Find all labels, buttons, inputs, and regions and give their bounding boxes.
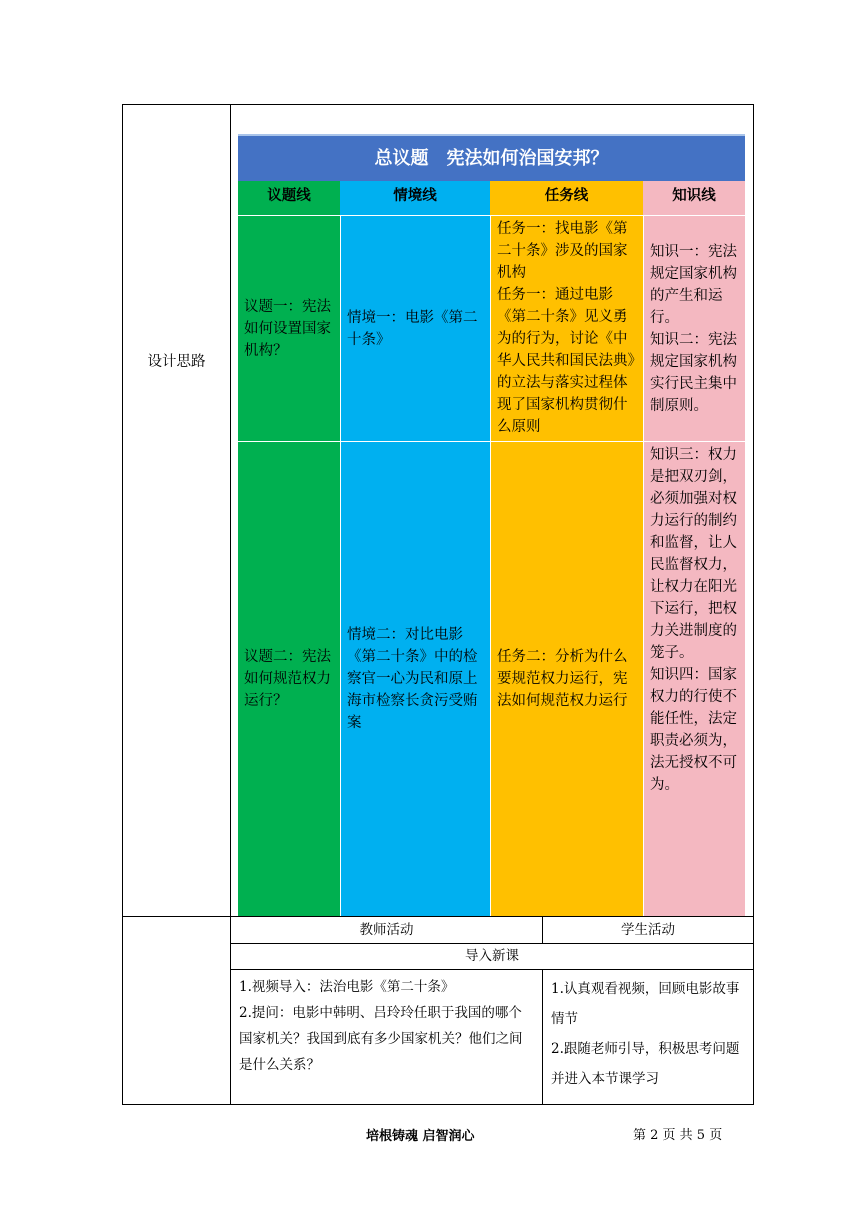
row2-topic <box>238 441 340 916</box>
row1-knowledge <box>643 215 745 441</box>
student-activity-header <box>542 916 754 944</box>
column-header-topic: 议题线 <box>238 181 340 215</box>
design-label: 设计思路 <box>147 354 206 370</box>
section-heading-text: 导入新课 <box>465 948 519 964</box>
table-border-left <box>122 104 123 1105</box>
overall-topic-title <box>238 134 745 181</box>
row2-context-text: 情境二：对比电影《第二十条》中的检察官一心为民和原上海市检察长贪污受贿案 <box>347 627 478 731</box>
student-activity-content: 1.认真观看视频，回顾电影故事情节 2.跟随老师引导，积极思考问题并进入本节课学习 <box>542 969 754 1105</box>
teacher-activity-header-text: 教师活动 <box>359 922 414 938</box>
column-header-knowledge: 知识线 <box>643 181 745 215</box>
row2-task-text: 任务二：分析为什么要规范权力运行，宪法如何规范权力运行 <box>497 649 628 709</box>
table-border-top <box>122 104 754 105</box>
row2-topic-text: 议题二：宪法如何规范权力运行？ <box>244 649 331 709</box>
row1-topic-text: 议题一：宪法如何设置国家机构？ <box>244 298 331 359</box>
design-chart <box>238 134 745 916</box>
column-header-task: 任务线 <box>490 181 643 215</box>
footer-motto: 培根铸魂 启智润心 <box>366 1129 475 1144</box>
row1-context-text: 情境一：电影《第二十条》 <box>347 309 478 348</box>
row2-task <box>490 441 643 916</box>
teacher-activity-content: 1.视频导入：法治电影《第二十条》 2.提问：电影中韩明、吕玲玲任职于我国的哪个国家机关？我国到底有多少国家机关？他们之间是什么关系？ <box>230 969 543 1105</box>
row1-topic <box>238 215 340 441</box>
row2-knowledge: 知识三：权力是把双刃剑，必须加强对权力运行的制约和监督，让人民监督权力，让权力在阳光下运行，把权力关进制度的笼子。 知识四：国家权力的行使不能任性，法定职责必须为，法无授权不可为。 <box>643 441 745 916</box>
row1-knowledge-text: 知识一：宪法规定国家机构的产生和运行。 知识二：宪法规定国家机构实行民主集中制原则。 <box>650 243 737 414</box>
section-heading <box>230 943 754 970</box>
overall-topic-text: 总议题 宪法如何治国安邦？ <box>374 147 609 169</box>
row2-context <box>340 441 490 916</box>
column-header-context: 情境线 <box>340 181 490 215</box>
footer-page-number: 第 2 页 共 5 页 <box>633 1128 723 1143</box>
teacher-activity-header <box>230 916 543 944</box>
student-activity-header-text: 学生活动 <box>621 922 675 938</box>
row1-task: 任务一：找电影《第二十条》涉及的国家机构 任务一：通过电影《第二十条》见义勇为的行为，讨论《中华人民共和国民法典》的立法与落实过程体现了国家机构贯彻什么原则 <box>490 215 643 441</box>
row1-context <box>340 215 490 441</box>
